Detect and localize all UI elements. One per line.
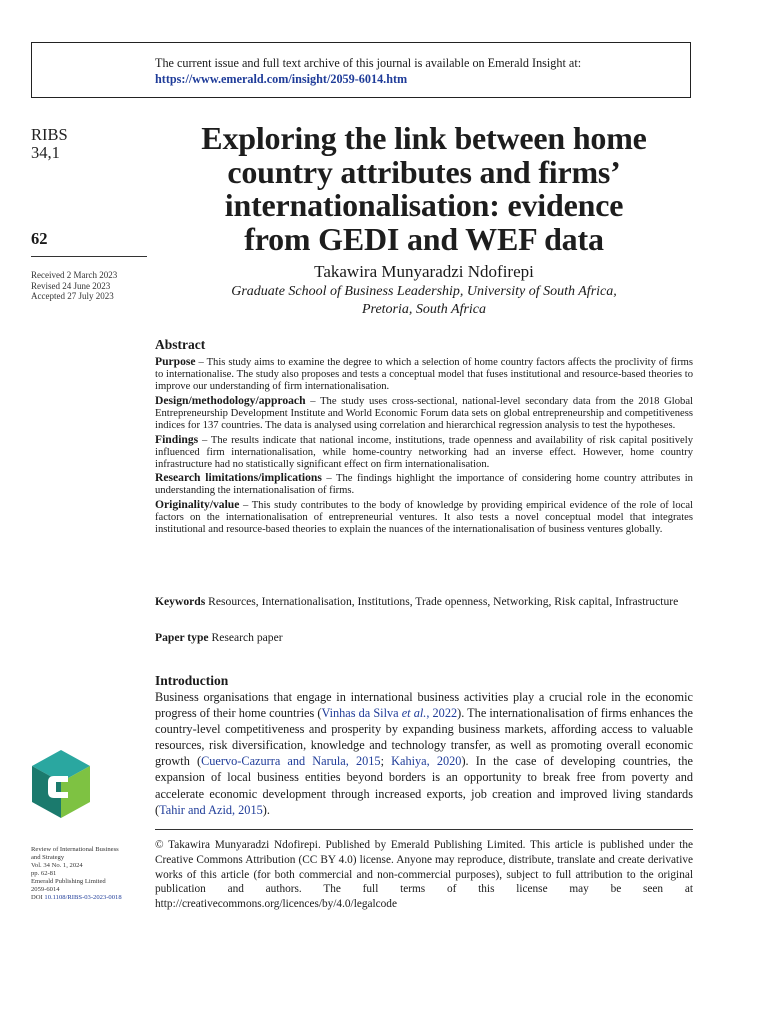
article-title [155,122,693,256]
abstract-design [155,395,693,432]
footer-pages: pp. 62-81 [31,870,57,877]
revised-date: Revised 24 June 2023 [31,280,111,291]
footer-issn: 2059-6014 [31,886,60,893]
intro-text-3: ; [380,754,392,769]
citation-tahir-azid[interactable]: Tahir and Azid, 2015 [159,802,263,817]
keywords-text: Resources, Internationalisation, Institutions, Trade openness, Networking, Risk capital, Infrastructure [205,595,679,608]
header-notice-text: The current issue and full text archive of this journal is available on Emerald Insight at: [155,56,582,70]
citation-kahiya[interactable]: Kahiya, 2020 [391,754,462,769]
abstract-limitations [155,472,693,497]
footer-doi [31,894,147,902]
article-dates [31,270,147,302]
footer-publisher: Emerald Publishing Limited [31,878,106,885]
header-notice [155,55,581,87]
citation-text: Vinhas da Silva [321,706,402,721]
purpose-text: – This study aims to examine the degree to which a selection of home country factors affects the proclivity of firms to internationalise. The study also proposes and tests a conceptual model that fuses institutional and resource-based theories to improve our understanding of firm internationalisation. [155,357,693,393]
intro-text-2: ). The internationalisation of firms enhances the country-level competitiveness and prosperity by expanding business markets, affording access to valuable resources, risk diversification, knowledge and technology transfer, as well as promoting overall economic growth ( [155,706,694,769]
paper-type-text: Research paper [208,631,283,644]
title-line-2: country attributes and firms’ [227,153,621,190]
page-number: 62 [31,229,48,248]
findings-label: Findings [155,432,199,446]
introduction-heading: Introduction [155,673,229,688]
footer-volume: Vol. 34 No. 1, 2024 [31,862,83,869]
citation-year: , 2022 [426,706,458,721]
title-line-1: Exploring the link between home [201,120,647,156]
affiliation-line-2: Pretoria, South Africa [361,302,487,317]
citation-et-al: et al. [401,706,427,721]
abstract-originality [155,499,693,536]
originality-text: – This study contributes to the body of knowledge by providing empirical evidence of the role of local factors on the internationalisation of entrepreneurial ventures. It also tests a novel conceptual model that integrates institutional and resource-based theories to explain the nuances of the internationalisation of business ventures globally. [155,500,693,536]
header-notice-box [31,42,691,98]
received-date: Received 2 March 2023 [31,270,118,280]
emerald-publishing-logo-icon [30,748,92,820]
keywords-label: Keywords [155,595,206,608]
journal-footer-meta [31,846,147,902]
keywords [155,594,693,609]
intro-text-1: Business organisations that engage in international business activities play a crucial role in the economic progress of their home countries ( [155,690,693,721]
findings-text: – The results indicate that national income, institutions, trade openness and availability of risk capital positively influenced firm internationalisation, while home-country networking had an inverse effect. However, home country infrastructure had no statistically significant effect on firm internationalisation. [155,434,693,470]
license-divider [155,829,693,830]
license-statement: © Takawira Munyaradzi Ndofirepi. Published by Emerald Publishing Limited. This article is published under the Creative Commons Attribution (CC BY 4.0) license. Anyone may reproduce, distribute, translate and create derivative works of this article (for both commercial and non-commercial purposes), subject to full attribution to the original publication and authors. The full terms of this license may be seen at http://creativecommons.org/licences/by/4.0/legalcode [155,839,693,911]
abstract-findings [155,434,693,471]
intro-text-4: ). In the case of developing countries, the expansion of local business entities beyond borders is an opportunity to break free from poverty and accelerate economic development through increased exports, job creation and improved living standards ( [155,754,694,817]
accepted-date: Accepted 27 July 2023 [31,291,114,301]
abstract-body [155,356,693,538]
footer-journal-name-cont: and Strategy [31,854,65,861]
intro-text-5: ). [262,802,270,817]
doi-label: DOI [31,894,43,901]
citation-cuervo-cazurra[interactable]: Cuervo-Cazurra and Narula, 2015 [201,754,381,769]
affiliation-line-1: Graduate School of Business Leadership, University of South Africa, [231,284,617,299]
author-name: Takawira Munyaradzi Ndofirepi [314,262,534,281]
paper-type-label: Paper type [155,631,209,644]
author-affiliation [155,283,693,319]
originality-label: Originality/value [155,498,240,512]
design-label: Design/methodology/approach [155,393,306,407]
sidebar-divider [31,256,147,257]
limitations-label: Research limitations/implications [155,471,322,485]
title-line-4: from GEDI and WEF data [244,220,604,257]
journal-abbr: RIBS [31,125,68,144]
title-line-3: internationalisation: evidence [224,187,624,223]
volume-issue: 34,1 [31,143,60,162]
journal-url-link[interactable]: https://www.emerald.com/insight/2059-6014.htm [155,72,408,86]
footer-journal-name: Review of International Business [31,846,119,853]
paper-type [155,630,693,645]
citation-vinhas-da-silva[interactable] [321,706,457,720]
introduction-paragraph [155,689,693,818]
purpose-label: Purpose [155,355,196,368]
doi-link[interactable]: 10.1108/RIBS-03-2023-0018 [44,894,122,901]
journal-volume-block [31,126,147,162]
abstract-purpose [155,356,693,393]
design-text: – The study uses cross-sectional, national-level secondary data from the 2018 Global Entrepreneurship Development Institute and World Economic Forum data sets on global entrepreneurship and competitiveness indices for 137 countries. The data is analysed using correlation and hierarchical regression analysis to test the hypotheses. [155,395,693,431]
limitations-text: – The findings highlight the importance of considering home country attributes in understanding the internationalisation of firms. [155,473,693,497]
abstract-heading: Abstract [155,337,206,352]
